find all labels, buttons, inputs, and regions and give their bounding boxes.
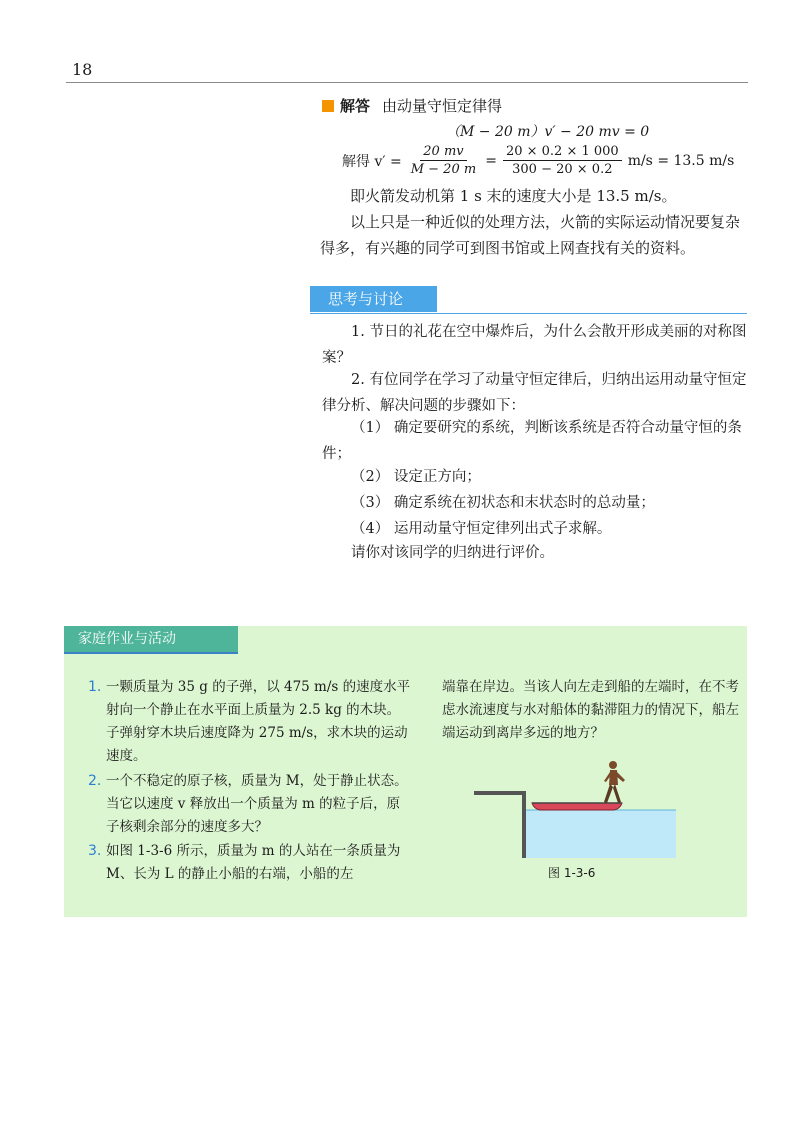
solve-prefix: 解得 v′ = xyxy=(342,153,402,170)
solution-result: m/s = 13.5 m/s xyxy=(627,152,735,169)
walking-person-figure xyxy=(598,760,630,806)
homework-item-number: 2. xyxy=(88,773,102,789)
homework-item-2 xyxy=(88,770,412,839)
homework-item-text: 一颗质量为 35 g 的子弹，以 475 m/s 的速度水平射向一个静止在水平面上质量为 2.5 kg 的木块。子弹射穿木块后速度降为 275 m/s，求木块的运动速度。 xyxy=(106,679,411,764)
homework-item-text: 如图 1-3-6 所示，质量为 m 的人站在一条质量为 M、长为 L 的静止小船的右端，小船的左 xyxy=(106,843,401,882)
boat-figure xyxy=(474,786,676,858)
answer-paragraph-2: 以上只是一种近似的处理方法，火箭的实际运动情况要复杂得多，有兴趣的同学可到图书馆或上网查找有关的资料。 xyxy=(320,213,741,257)
discussion-step-2: （2） 设定正方向； xyxy=(351,469,481,485)
answer-paragraph-1: 即火箭发动机第 1 s 末的速度大小是 13.5 m/s。 xyxy=(350,187,677,205)
homework-header: 家庭作业与活动 xyxy=(64,626,238,652)
person-leg-back xyxy=(604,784,613,803)
homework-item-number: 3. xyxy=(88,843,102,859)
discussion-question-1: 1. 节日的礼花在空中爆炸后，为什么会散开形成美丽的对称图案？ xyxy=(322,324,747,366)
homework-item-number: 1. xyxy=(88,679,102,695)
fraction-numeric xyxy=(503,144,622,177)
discussion-rule xyxy=(310,313,747,314)
person-torso xyxy=(609,770,618,785)
header-rule xyxy=(66,82,748,83)
homework-item-3 xyxy=(88,840,412,886)
answer-heading xyxy=(322,95,502,116)
solution-equation xyxy=(342,144,734,177)
discussion-header: 思考与讨论 xyxy=(310,286,437,312)
fraction-symbolic-denominator: M − 20 m xyxy=(410,162,477,177)
homework-item-3-continuation: 端靠在岸边。当该人向左走到船的左端时，在不考虑水流速度与水对船体的黏滞阻力的情况下，船左端运动到离岸多远的地方？ xyxy=(442,679,739,741)
discussion-step-4: （4） 运用动量守恒定律列出式子求解。 xyxy=(351,521,612,537)
homework-header-rule xyxy=(64,652,238,654)
discussion-step-3: （3） 确定系统在初状态和末状态时的总动量； xyxy=(351,495,655,511)
homework-item-text: 一个不稳定的原子核，质量为 M，处于静止状态。当它以速度 v 释放出一个质量为 m 的粒子后，原子核剩余部分的速度多大？ xyxy=(106,773,408,835)
discussion-question-2: 2. 有位同学在学习了动量守恒定律后，归纳出运用动量守恒定律分析、解决问题的步骤如下： xyxy=(322,372,747,414)
momentum-equation: （M − 20 m）v′ − 20 mv = 0 xyxy=(446,124,650,140)
fraction-numeric-denominator: 300 − 20 × 0.2 xyxy=(512,162,613,177)
person-leg-front xyxy=(613,784,621,803)
page-number: 18 xyxy=(72,60,93,79)
discussion-closing: 请你对该同学的归纳进行评价。 xyxy=(351,545,554,561)
water xyxy=(526,810,676,858)
equals-sign: = xyxy=(485,152,497,169)
homework-item-1 xyxy=(88,676,412,768)
shore-bank xyxy=(474,793,524,858)
person-head xyxy=(609,761,617,769)
figure-caption: 图 1-3-6 xyxy=(548,866,596,880)
fraction-symbolic-numerator: 20 mv xyxy=(420,144,466,161)
answer-intro: 由动量守恒定律得 xyxy=(382,97,503,115)
answer-marker-icon xyxy=(322,100,334,112)
discussion-step-1: （1） 确定要研究的系统，判断该系统是否符合动量守恒的条件； xyxy=(322,420,742,462)
fraction-symbolic xyxy=(408,144,479,177)
answer-label: 解答 xyxy=(340,97,371,115)
fraction-numeric-numerator: 20 × 0.2 × 1 000 xyxy=(503,144,622,161)
